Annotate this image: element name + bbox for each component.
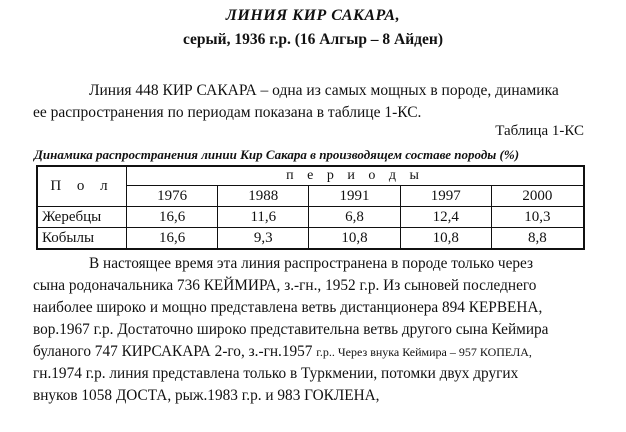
body-line: наиболее широко и мощно представлена ветвь дистанционера 894 КЕРВЕНА, — [33, 299, 543, 316]
year-cell: 1988 — [218, 186, 309, 207]
page-subtitle: серый, 1936 г.р. (16 Алгыр – 8 Айден) — [182, 31, 443, 48]
intro-line-1: Линия 448 КИР САКАРА – одна из самых мощных в породе, динамика — [89, 82, 559, 99]
body-line: внуков 1058 ДОСТА, рыж.1983 г.р. и 983 ГОКЛЕНА, — [33, 387, 380, 404]
table-reference: Таблица 1-КС — [495, 123, 584, 139]
data-table — [36, 165, 585, 250]
table-cell: 6,8 — [309, 207, 400, 228]
year-cell: 1976 — [127, 186, 218, 207]
page-title: ЛИНИЯ КИР САКАРА, — [225, 7, 401, 24]
body-paragraph — [33, 253, 593, 407]
table-row — [37, 228, 584, 250]
row-label: Жеребцы — [37, 207, 127, 228]
table-cell: 16,6 — [127, 207, 218, 228]
column-header-sex: П о л — [37, 166, 127, 207]
body-line-part-small: г.р.. Через внука Кеймира – 957 КОПЕЛА, — [316, 345, 532, 359]
table-header-row — [37, 166, 584, 186]
table-cell: 16,6 — [127, 228, 218, 250]
body-line-part: буланого 747 КИРСАКАРА 2-го, з.-гн.1957 — [33, 343, 317, 360]
table-caption: Динамика распространения линии Кир Сакара в производящем составе породы (%) — [34, 147, 520, 162]
table-cell: 11,6 — [218, 207, 309, 228]
table-cell: 9,3 — [218, 228, 309, 250]
body-line: вор.1967 г.р. Достаточно широко представительна ветвь другого сына Кеймира — [33, 321, 549, 338]
body-line: сына родоначальника 736 КЕЙМИРА, з.-гн., 1952 г.р. Из сыновей последнего — [33, 277, 537, 294]
intro-line-2: ее распространения по периодам показана в таблице 1-КС. — [33, 104, 422, 121]
table-cell: 8,8 — [491, 228, 584, 250]
table-cell: 12,4 — [400, 207, 491, 228]
table-cell: 10,3 — [491, 207, 584, 228]
body-line: В настоящее время эта линия распространена в породе только через — [89, 255, 534, 272]
table-cell: 10,8 — [309, 228, 400, 250]
year-cell: 1997 — [400, 186, 491, 207]
body-line: гн.1974 г.р. линия представлена только в Туркмении, потомки двух других — [33, 365, 519, 382]
column-header-periods: п е р и о д ы — [127, 166, 585, 186]
table-cell: 10,8 — [400, 228, 491, 250]
year-cell: 1991 — [309, 186, 400, 207]
year-cell: 2000 — [491, 186, 584, 207]
body-line — [33, 341, 593, 363]
row-label: Кобылы — [37, 228, 127, 250]
table-row — [37, 207, 584, 228]
